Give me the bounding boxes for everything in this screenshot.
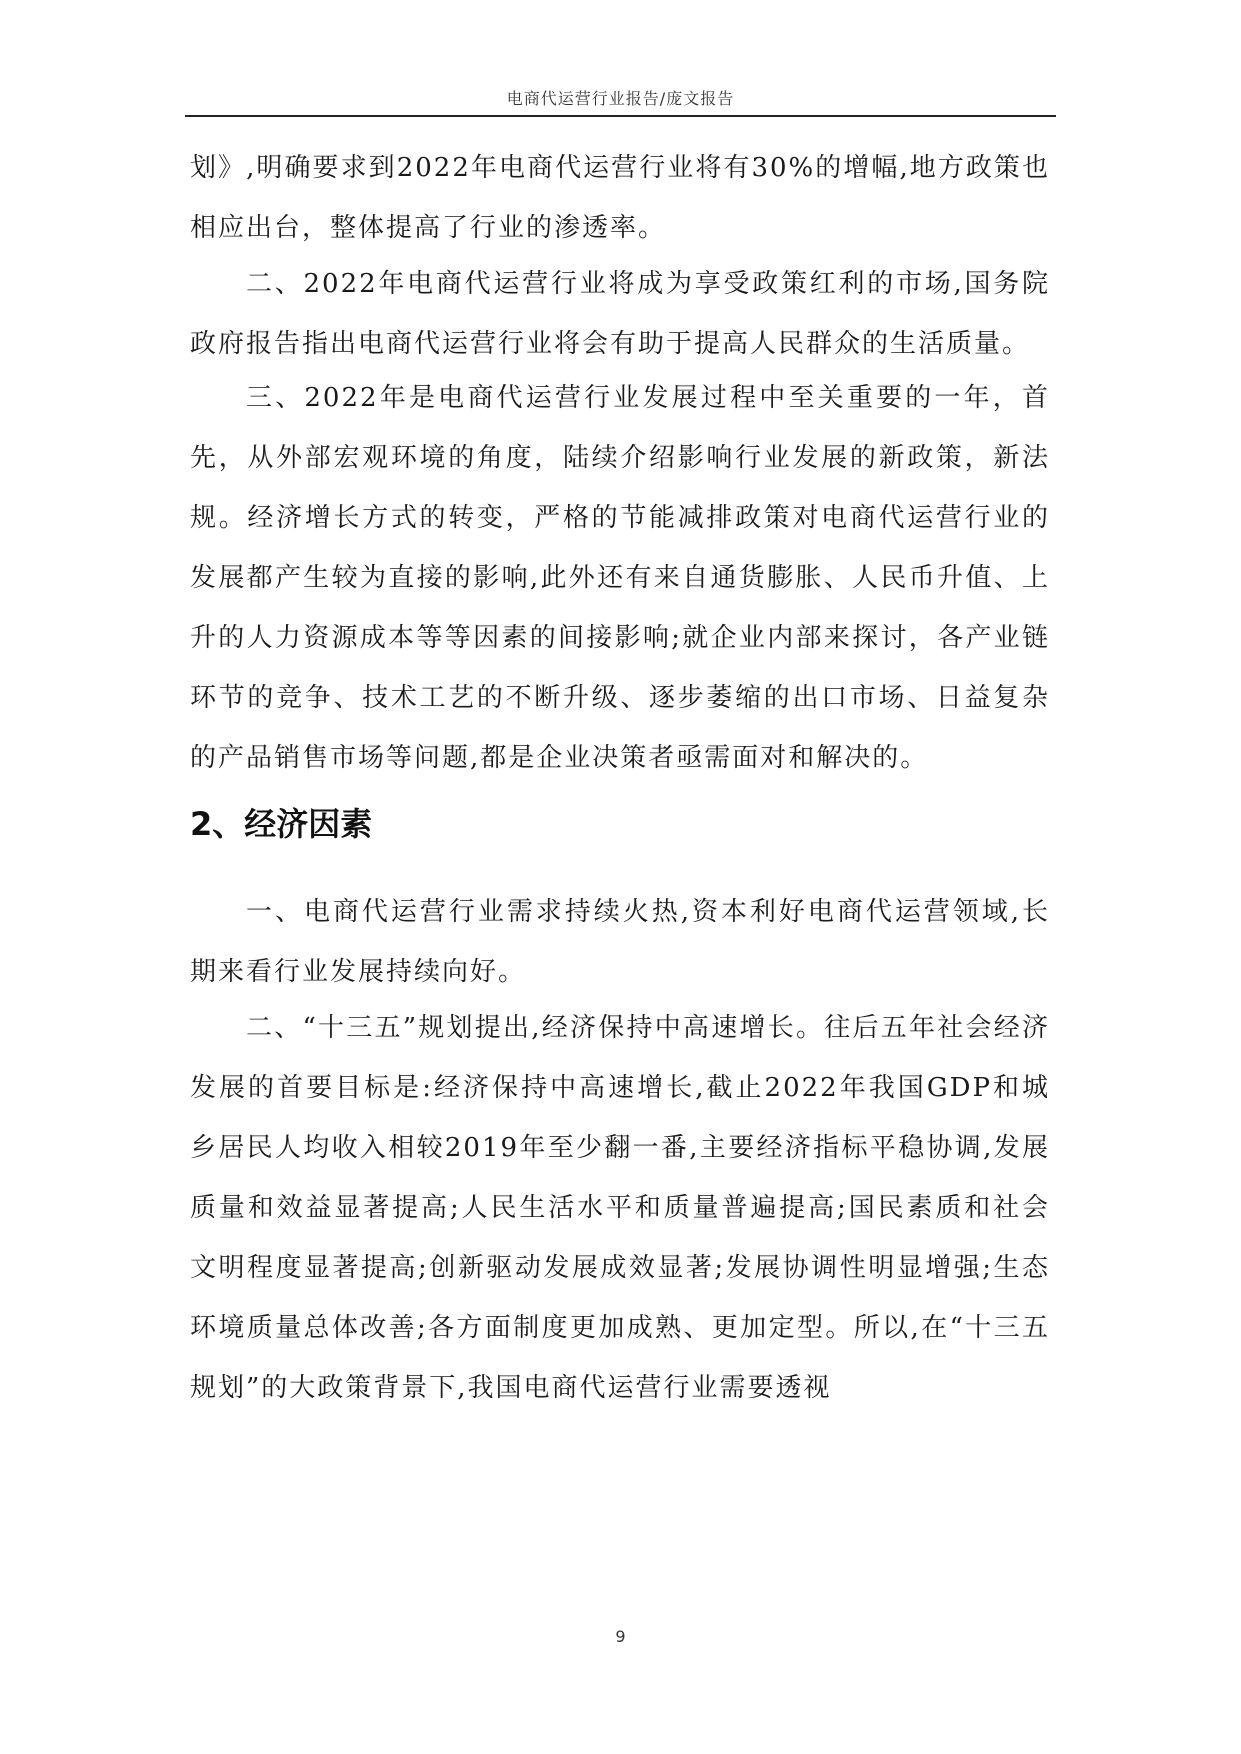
paragraph-continuation: 划》,明确要求到2022年电商代运营行业将有30%的增幅,地方政策也相应出台，整体提高了行业的渗透率。: [190, 153, 1050, 243]
paragraph-economic-2: 二、“十三五”规划提出,经济保持中高速增长。往后五年社会经济发展的首要目标是:经济保持中高速增长,截止2022年我国GDP和城乡居民人均收入相较2019年至少翻一番,主要经济指标平稳协调,发展质量和效益显著提高;人民生活水平和质量普遍提高;国民素质和社会文明程度显著提高;创新驱动发展成效显著;发展协调性明显增强;生态环境质量总体改善;各方面制度更加成熟、更加定型。所以,在“十三五规划”的大政策背景下,我国电商代运营行业需要透视: [190, 1013, 1050, 1403]
paragraph-policy-3: 三、2022年是电商代运营行业发展过程中至关重要的一年，首先，从外部宏观环境的角度，陆续介绍影响行业发展的新政策，新法规。经济增长方式的转变，严格的节能减排政策对电商代运营行业的发展都产生较为直接的影响,此外还有来自通货膨胀、人民币升值、上升的人力资源成本等等因素的间接影响;就企业内部来探讨，各产业链环节的竞争、技术工艺的不断升级、逐步萎缩的出口市场、日益复杂的产品销售市场等问题,都是企业决策者亟需面对和解决的。: [190, 383, 1050, 773]
paragraph-policy-2: 二、2022年电商代运营行业将成为享受政策红利的市场,国务院政府报告指出电商代运营行业将会有助于提高人民群众的生活质量。: [190, 269, 1050, 359]
section-heading-economic-factors: 2、经济因素: [190, 805, 373, 843]
running-header: 电商代运营行业报告/庞文报告: [506, 89, 735, 108]
header-divider: [185, 115, 1056, 117]
paragraph-economic-1: 一、电商代运营行业需求持续火热,资本利好电商代运营领域,长期来看行业发展持续向好。: [190, 897, 1050, 987]
page-number: 9: [615, 1627, 626, 1646]
